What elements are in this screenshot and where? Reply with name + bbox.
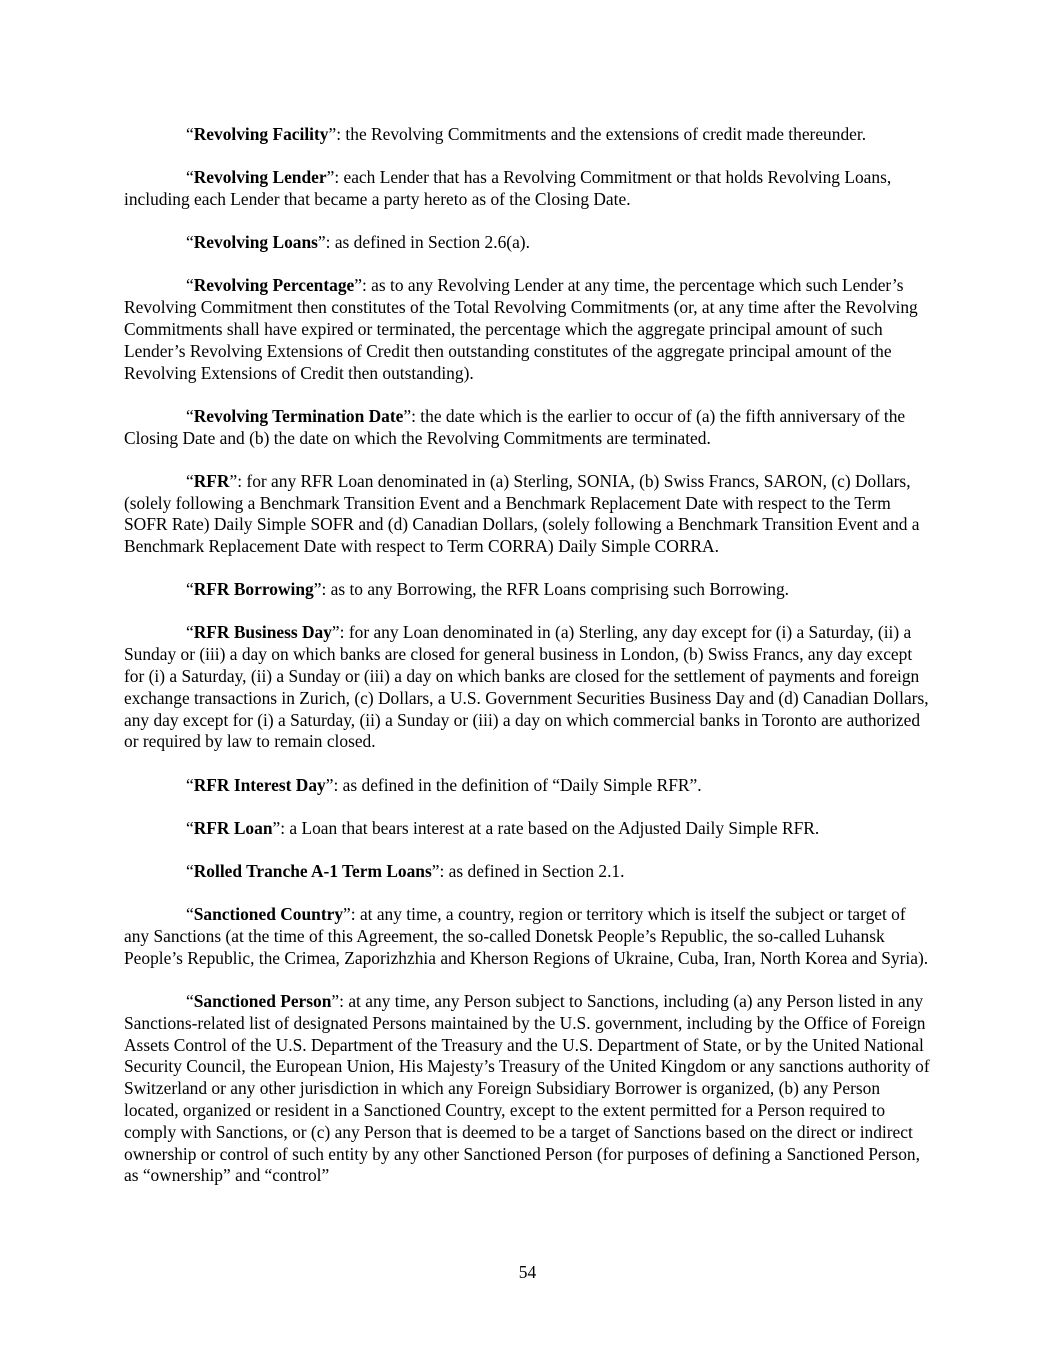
defined-term: RFR — [193, 470, 230, 491]
definition-rfr-interest-day: “RFR Interest Day”: as defined in the definition of “Daily Simple RFR”. — [186, 774, 702, 795]
definition-text: : as defined in Section 2.1. — [439, 861, 625, 882]
document-page — [124, 124, 932, 1209]
definition-text: : as to any Revolving Lender at any time, the percentage which such Lender’s Revolving Commitment then constitutes of the Total Revolving Commitments (or, at any time after the Revolving Commitments shall have expired or terminated, the percentage which the aggregate principal amount of such Lender’s Revolving Extensions of Credit then outstanding constitutes of the aggregate principal amount of the Revolving Extensions of Credit then outstanding). — [124, 275, 918, 383]
definition-sanctioned-country: “Sanctioned Country”: at any time, a country, region or territory which is itself the subject or target of any Sanctions (at the time of this Agreement, the so-called Donetsk People’s Republic, the so-called Luhansk People’s Republic, the Crimea, Zaporizhzhia and Kherson Regions of Ukraine, Cuba, Iran, North Korea and Syria). — [124, 904, 929, 968]
defined-term: Revolving Percentage — [193, 275, 355, 296]
definition-rfr-borrowing: “RFR Borrowing”: as to any Borrowing, the RFR Loans comprising such Borrowing. — [186, 579, 790, 600]
defined-term: RFR Business Day — [193, 622, 332, 643]
definition-rfr-loan: “RFR Loan”: a Loan that bears interest at a rate based on the Adjusted Daily Simple RFR. — [186, 817, 820, 838]
definition-text: : each Lender that has a Revolving Commitment or that holds Revolving Loans, including each Lender that became a party hereto as of the Closing Date. — [124, 167, 892, 209]
definition-rolled-tranche-a1-term-loans: “Rolled Tranche A-1 Term Loans”: as defined in Section 2.1. — [186, 861, 625, 882]
definition-text: : as defined in Section 2.6(a). — [325, 232, 530, 253]
definition-sanctioned-person: “Sanctioned Person”: at any time, any Person subject to Sanctions, including (a) any Person listed in any Sanctions-related list of designated Persons maintained by the U.S. government, including by the Office of Foreign Assets Control of the U.S. Department of the Treasury and the U.S. Department of State, or by the United National Security Council, the European Union, His Majesty’s Treasury of the United Kingdom or any sanctions authority of Switzerland or any other jurisdiction in which any Foreign Subsidiary Borrower is organized, (b) any Person located, organized or resident in a Sanctioned Country, except to the extent permitted for a Person required to comply with Sanctions, or (c) any Person that is deemed to be a target of Sanctions based on the direct or indirect ownership or control of such entity by any other Sanctioned Person (for purposes of defining a Sanctioned Person, as “ownership” and “control” — [124, 991, 930, 1186]
definition-revolving-loans: “Revolving Loans”: as defined in Section 2.6(a). — [186, 232, 530, 253]
definition-revolving-facility: “Revolving Facility”: the Revolving Commitments and the extensions of credit made thereunder. — [186, 124, 867, 144]
defined-term: Sanctioned Country — [193, 904, 344, 925]
defined-term: Revolving Lender — [193, 167, 327, 188]
definition-text: : for any Loan denominated in (a) Sterling, any day except for (i) a Saturday, (ii) a Sunday or (iii) a day on which banks are closed for general business in London, (b) Swiss Francs, any day except for (i) a Saturday, (ii) a Sunday or (iii) a day on which banks are closed for the settlement of payments and foreign exchange transactions in Zurich, (c) Dollars, a U.S. Government Securities Business Day and (d) Canadian Dollars, any day except for (i) a Saturday, (ii) a Sunday or (iii) a day on which commercial banks in Toronto are authorized or required by law to remain closed. — [124, 622, 929, 752]
definition-text: : for any RFR Loan denominated in (a) Sterling, SONIA, (b) Swiss Francs, SARON, (c) Dollars, (solely following a Benchmark Transition Event and a Benchmark Replacement Date with respect to the Term SOFR Rate) Daily Simple SOFR and (d) Canadian Dollars, (solely following a Benchmark Transition Event and a Benchmark Replacement Date with respect to Term CORRA) Daily Simple CORRA. — [124, 470, 920, 557]
definition-revolving-percentage: “Revolving Percentage”: as to any Revolving Lender at any time, the percentage which such Lender’s Revolving Commitment then constitutes of the Total Revolving Commitments (or, at any time after the Revolving Commitments shall have expired or terminated, the percentage which the aggregate principal amount of such Lender’s Revolving Extensions of Credit then outstanding constitutes of the aggregate principal amount of the Revolving Extensions of Credit then outstanding). — [124, 275, 918, 383]
defined-term: Revolving Termination Date — [193, 405, 404, 426]
definition-text: : at any time, a country, region or territory which is itself the subject or target of any Sanctions (at the time of this Agreement, the so-called Donetsk People’s Republic, the so-called Luhansk People’s Republic, the Crimea, Zaporizhzhia and Kherson Regions of Ukraine, Cuba, Iran, North Korea and Syria). — [124, 904, 929, 968]
defined-term: RFR Borrowing — [193, 579, 314, 600]
defined-term: Revolving Loans — [193, 232, 318, 253]
definition-text: : a Loan that bears interest at a rate based on the Adjusted Daily Simple RFR. — [280, 817, 820, 838]
defined-term: Sanctioned Person — [193, 991, 332, 1011]
defined-term: RFR Loan — [193, 817, 273, 838]
definition-rfr: “RFR”: for any RFR Loan denominated in (a) Sterling, SONIA, (b) Swiss Francs, SARON, (c) Dollars, (solely following a Benchmark Transition Event and a Benchmark Replacement Date with respect to the Term SOFR Rate) Daily Simple SOFR and (d) Canadian Dollars, (solely following a Benchmark Transition Event and a Benchmark Replacement Date with respect to Term CORRA) Daily Simple CORRA. — [124, 470, 920, 557]
definition-revolving-termination-date: “Revolving Termination Date”: the date which is the earlier to occur of (a) the fifth anniversary of the Closing Date and (b) the date on which the Revolving Commitments are terminated. — [124, 405, 906, 448]
definition-text: : the Revolving Commitments and the extensions of credit made thereunder. — [336, 124, 867, 144]
definition-rfr-business-day: “RFR Business Day”: for any Loan denominated in (a) Sterling, any day except for (i) a Saturday, (ii) a Sunday or (iii) a day on which banks are closed for general business in London, (b) Swiss Francs, any day except for (i) a Saturday, (ii) a Sunday or (iii) a day on which banks are closed for the settlement of payments and foreign exchange transactions in Zurich, (c) Dollars, a U.S. Government Securities Business Day and (d) Canadian Dollars, any day except for (i) a Saturday, (ii) a Sunday or (iii) a day on which commercial banks in Toronto are authorized or required by law to remain closed. — [124, 622, 929, 752]
defined-term: RFR Interest Day — [193, 774, 326, 795]
definition-text: : as defined in the definition of “Daily Simple RFR”. — [333, 774, 702, 795]
definition-text: : as to any Borrowing, the RFR Loans comprising such Borrowing. — [321, 579, 790, 600]
defined-term: Revolving Facility — [193, 124, 329, 144]
definition-revolving-lender: “Revolving Lender”: each Lender that has a Revolving Commitment or that holds Revolving Loans, including each Lender that became a party hereto as of the Closing Date. — [124, 167, 892, 209]
defined-term: Rolled Tranche A-1 Term Loans — [193, 861, 432, 882]
definition-text: : at any time, any Person subject to Sanctions, including (a) any Person listed in any Sanctions-related list of designated Persons maintained by the U.S. government, including by the Office of Foreign Assets Control of the U.S. Department of the Treasury and the U.S. Department of State, or by the United National Security Council, the European Union, His Majesty’s Treasury of the United Kingdom or any sanctions authority of Switzerland or any other jurisdiction in which any Foreign Subsidiary Borrower is organized, (b) any Person located, organized or resident in a Sanctioned Country, except to the extent permitted for a Person required to comply with Sanctions, or (c) any Person that is deemed to be a target of Sanctions based on the direct or indirect ownership or control of such entity by any other Sanctioned Person (for purposes of defining a Sanctioned Person, as “ownership” and “control” — [124, 991, 930, 1186]
page-number: 54 — [518, 1262, 537, 1282]
definition-text: : the date which is the earlier to occur of (a) the fifth anniversary of the Closing Date and (b) the date on which the Revolving Commitments are terminated. — [124, 405, 906, 448]
